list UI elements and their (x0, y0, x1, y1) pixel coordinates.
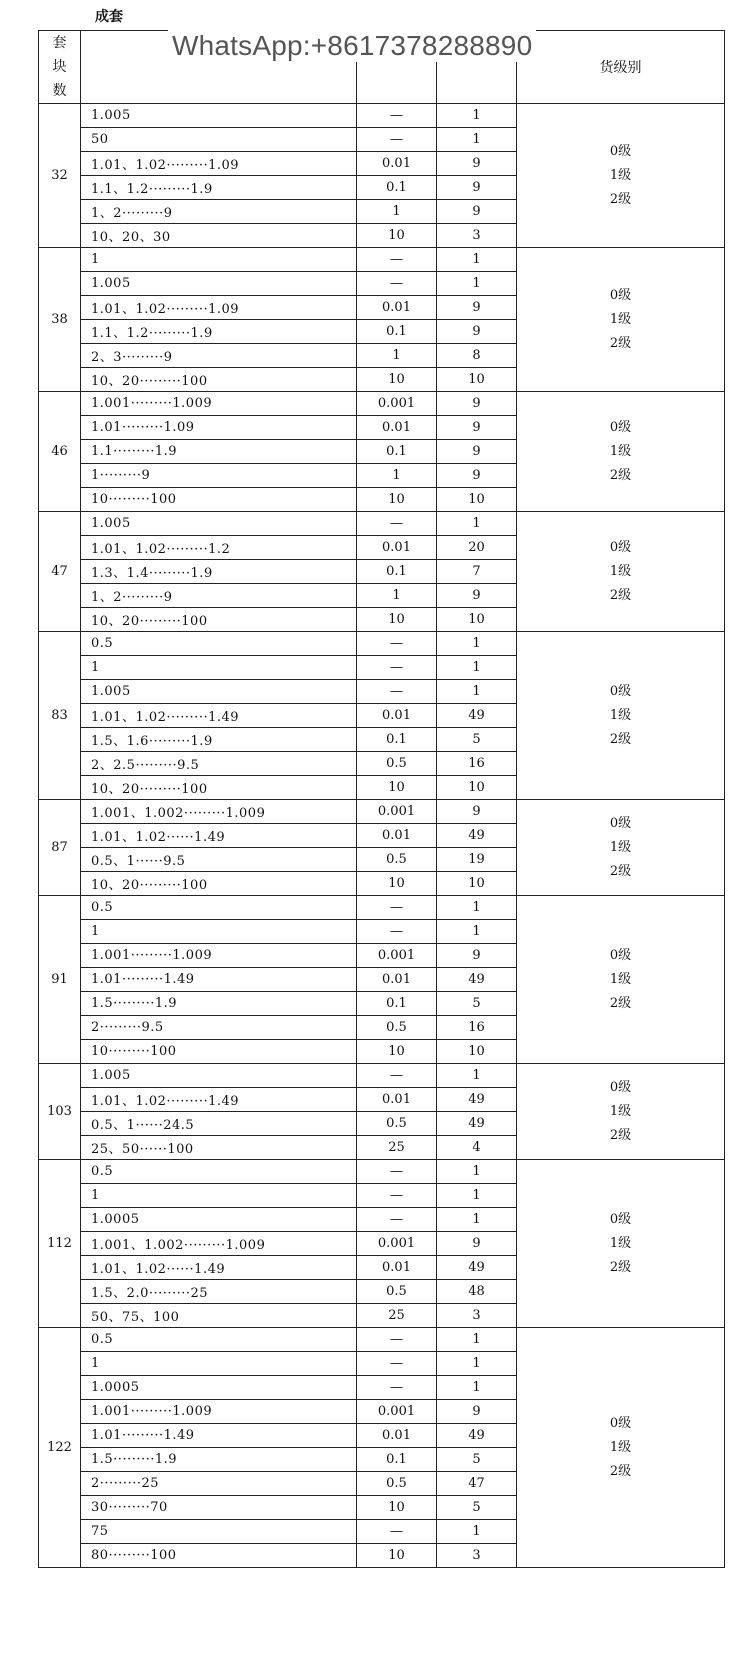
interval-cell: — (357, 104, 437, 128)
block-count-cell: 91 (39, 896, 81, 1064)
nominal-size-cell: 1.5·········1.9 (81, 992, 357, 1016)
quantity-cell: 10 (437, 368, 517, 392)
gauge-block-set-table (38, 30, 725, 1568)
nominal-size-cell: 1.001·········1.009 (81, 1400, 357, 1424)
nominal-size-cell: 1.005 (81, 512, 357, 536)
interval-cell: 0.01 (357, 416, 437, 440)
quantity-cell: 20 (437, 536, 517, 560)
nominal-size-cell: 1.1·········1.9 (81, 440, 357, 464)
block-count-cell: 122 (39, 1328, 81, 1568)
interval-cell: 0.001 (357, 392, 437, 416)
nominal-size-cell: 1.1、1.2·········1.9 (81, 320, 357, 344)
grade-label: 0级 (609, 419, 632, 435)
interval-cell: 10 (357, 872, 437, 896)
quantity-cell: 49 (437, 824, 517, 848)
block-count-cell: 38 (39, 248, 81, 392)
grade-label: 2级 (609, 863, 632, 879)
nominal-size-cell: 50、75、100 (81, 1304, 357, 1328)
table-row (39, 632, 725, 656)
nominal-size-cell: 1.005 (81, 104, 357, 128)
grade-label: 0级 (609, 143, 632, 159)
nominal-size-cell: 2·········9.5 (81, 1016, 357, 1040)
interval-cell: — (357, 896, 437, 920)
table-row (39, 800, 725, 824)
quantity-cell: 3 (437, 1544, 517, 1568)
nominal-size-cell: 30·········70 (81, 1496, 357, 1520)
interval-cell: — (357, 1352, 437, 1376)
table-row (39, 1328, 725, 1352)
quantity-cell: 1 (437, 104, 517, 128)
nominal-size-cell: 1·········9 (81, 464, 357, 488)
quantity-cell: 3 (437, 1304, 517, 1328)
grade-label: 1级 (609, 971, 632, 987)
interval-cell: 0.1 (357, 1448, 437, 1472)
quantity-cell: 10 (437, 1040, 517, 1064)
quantity-cell: 5 (437, 1496, 517, 1520)
table-body (39, 104, 725, 1568)
quantity-cell: 1 (437, 656, 517, 680)
interval-cell: — (357, 1520, 437, 1544)
table-row (39, 896, 725, 920)
interval-cell: 1 (357, 200, 437, 224)
table-row (39, 104, 725, 128)
nominal-size-cell: 1.01、1.02·········1.49 (81, 704, 357, 728)
interval-cell: — (357, 632, 437, 656)
nominal-size-cell: 2、2.5·········9.5 (81, 752, 357, 776)
interval-cell: 0.5 (357, 1280, 437, 1304)
nominal-size-cell: 1.5·········1.9 (81, 1448, 357, 1472)
accuracy-grade-cell (517, 512, 725, 632)
quantity-cell: 9 (437, 320, 517, 344)
interval-cell: 0.001 (357, 1400, 437, 1424)
quantity-cell: 49 (437, 1256, 517, 1280)
quantity-cell: 7 (437, 560, 517, 584)
grade-label: 1级 (609, 563, 632, 579)
nominal-size-cell: 1.001·········1.009 (81, 944, 357, 968)
quantity-cell: 1 (437, 680, 517, 704)
interval-cell: — (357, 680, 437, 704)
grade-label: 0级 (609, 815, 632, 831)
quantity-cell: 1 (437, 1328, 517, 1352)
nominal-size-cell: 50 (81, 128, 357, 152)
grade-label: 0级 (609, 683, 632, 699)
interval-cell: 10 (357, 224, 437, 248)
interval-cell: — (357, 1064, 437, 1088)
interval-cell: 25 (357, 1136, 437, 1160)
grade-label: 0级 (609, 1211, 632, 1227)
interval-cell: — (357, 272, 437, 296)
quantity-cell: 16 (437, 752, 517, 776)
nominal-size-cell: 1.01、1.02·········1.49 (81, 1088, 357, 1112)
interval-cell: 0.5 (357, 1112, 437, 1136)
nominal-size-cell: 1.1、1.2·········1.9 (81, 176, 357, 200)
nominal-size-cell: 1.005 (81, 272, 357, 296)
quantity-cell: 9 (437, 944, 517, 968)
nominal-size-cell: 1.005 (81, 680, 357, 704)
interval-cell: — (357, 656, 437, 680)
quantity-cell: 9 (437, 464, 517, 488)
interval-cell: 1 (357, 464, 437, 488)
nominal-size-cell: 10、20、30 (81, 224, 357, 248)
interval-cell: 0.5 (357, 848, 437, 872)
interval-cell: 0.1 (357, 176, 437, 200)
quantity-cell: 49 (437, 968, 517, 992)
nominal-size-cell: 1.01、1.02·········1.2 (81, 536, 357, 560)
grade-label: 1级 (609, 311, 632, 327)
quantity-cell: 9 (437, 1232, 517, 1256)
grade-label: 1级 (609, 1103, 632, 1119)
interval-cell: — (357, 248, 437, 272)
interval-cell: 0.001 (357, 944, 437, 968)
nominal-size-cell: 1.005 (81, 1064, 357, 1088)
interval-cell: 0.01 (357, 704, 437, 728)
table-row (39, 248, 725, 272)
quantity-cell: 1 (437, 272, 517, 296)
quantity-cell: 9 (437, 152, 517, 176)
nominal-size-cell: 1.01·········1.49 (81, 968, 357, 992)
table-row (39, 512, 725, 536)
quantity-cell: 9 (437, 440, 517, 464)
nominal-size-cell: 1 (81, 920, 357, 944)
nominal-size-cell: 1.001、1.002·········1.009 (81, 800, 357, 824)
grade-label: 0级 (609, 1079, 632, 1095)
nominal-size-cell: 1.3、1.4·········1.9 (81, 560, 357, 584)
nominal-size-cell: 0.5、1······24.5 (81, 1112, 357, 1136)
interval-cell: 1 (357, 344, 437, 368)
nominal-size-cell: 0.5、1······9.5 (81, 848, 357, 872)
interval-cell: 25 (357, 1304, 437, 1328)
grade-label: 2级 (609, 731, 632, 747)
grade-label: 2级 (609, 995, 632, 1011)
interval-cell: — (357, 1376, 437, 1400)
quantity-cell: 1 (437, 248, 517, 272)
quantity-cell: 5 (437, 992, 517, 1016)
table-row (39, 392, 725, 416)
quantity-cell: 1 (437, 128, 517, 152)
nominal-size-cell: 1.01·········1.09 (81, 416, 357, 440)
grade-label: 2级 (609, 191, 632, 207)
nominal-size-cell: 1 (81, 1184, 357, 1208)
quantity-cell: 9 (437, 296, 517, 320)
accuracy-grade-cell (517, 248, 725, 392)
nominal-size-cell: 1.0005 (81, 1208, 357, 1232)
nominal-size-cell: 10、20·········100 (81, 776, 357, 800)
quantity-cell: 10 (437, 872, 517, 896)
quantity-cell: 1 (437, 512, 517, 536)
block-count-cell: 103 (39, 1064, 81, 1160)
interval-cell: 0.01 (357, 1256, 437, 1280)
accuracy-grade-cell (517, 1328, 725, 1568)
header-accuracy-grade: 货级别 (517, 31, 725, 104)
accuracy-grade-cell (517, 104, 725, 248)
quantity-cell: 19 (437, 848, 517, 872)
grade-label: 2级 (609, 587, 632, 603)
nominal-size-cell: 1 (81, 1352, 357, 1376)
quantity-cell: 1 (437, 1208, 517, 1232)
quantity-cell: 49 (437, 1112, 517, 1136)
accuracy-grade-cell (517, 392, 725, 512)
interval-cell: — (357, 512, 437, 536)
interval-cell: 10 (357, 1496, 437, 1520)
quantity-cell: 1 (437, 1352, 517, 1376)
grade-label: 1级 (609, 167, 632, 183)
quantity-cell: 9 (437, 800, 517, 824)
grade-label: 0级 (609, 539, 632, 555)
nominal-size-cell: 2、3·········9 (81, 344, 357, 368)
quantity-cell: 4 (437, 1136, 517, 1160)
nominal-size-cell: 25、50······100 (81, 1136, 357, 1160)
nominal-size-cell: 2·········25 (81, 1472, 357, 1496)
quantity-cell: 5 (437, 728, 517, 752)
grade-label: 2级 (609, 1259, 632, 1275)
nominal-size-cell: 1.01·········1.49 (81, 1424, 357, 1448)
interval-cell: 10 (357, 488, 437, 512)
block-count-cell: 32 (39, 104, 81, 248)
document-title: 成套 (95, 9, 123, 25)
interval-cell: 0.5 (357, 752, 437, 776)
interval-cell: 0.1 (357, 992, 437, 1016)
quantity-cell: 9 (437, 200, 517, 224)
accuracy-grade-cell (517, 632, 725, 800)
quantity-cell: 1 (437, 632, 517, 656)
quantity-cell: 47 (437, 1472, 517, 1496)
nominal-size-cell: 1、2·········9 (81, 200, 357, 224)
accuracy-grade-cell (517, 1064, 725, 1160)
nominal-size-cell: 80·········100 (81, 1544, 357, 1568)
grade-label: 0级 (609, 287, 632, 303)
accuracy-grade-cell (517, 896, 725, 1064)
quantity-cell: 1 (437, 1064, 517, 1088)
quantity-cell: 10 (437, 488, 517, 512)
interval-cell: 1 (357, 584, 437, 608)
interval-cell: 0.1 (357, 320, 437, 344)
quantity-cell: 16 (437, 1016, 517, 1040)
nominal-size-cell: 10·········100 (81, 488, 357, 512)
grade-label: 1级 (609, 707, 632, 723)
nominal-size-cell: 75 (81, 1520, 357, 1544)
grade-label: 1级 (609, 1439, 632, 1455)
quantity-cell: 49 (437, 704, 517, 728)
interval-cell: — (357, 1328, 437, 1352)
nominal-size-cell: 1.01、1.02·········1.09 (81, 296, 357, 320)
quantity-cell: 9 (437, 416, 517, 440)
quantity-cell: 1 (437, 1520, 517, 1544)
quantity-cell: 10 (437, 776, 517, 800)
grade-label: 2级 (609, 467, 632, 483)
table-row (39, 1064, 725, 1088)
nominal-size-cell: 1.01、1.02······1.49 (81, 1256, 357, 1280)
nominal-size-cell: 1.001·········1.009 (81, 392, 357, 416)
interval-cell: 0.01 (357, 1424, 437, 1448)
grade-label: 2级 (609, 1463, 632, 1479)
interval-cell: 0.1 (357, 560, 437, 584)
interval-cell: 0.1 (357, 728, 437, 752)
nominal-size-cell: 0.5 (81, 1328, 357, 1352)
interval-cell: 0.01 (357, 152, 437, 176)
nominal-size-cell: 1.5、1.6·········1.9 (81, 728, 357, 752)
quantity-cell: 9 (437, 392, 517, 416)
interval-cell: 10 (357, 1544, 437, 1568)
grade-label: 2级 (609, 1127, 632, 1143)
interval-cell: — (357, 1160, 437, 1184)
interval-cell: 0.01 (357, 1088, 437, 1112)
block-count-cell: 87 (39, 800, 81, 896)
table-row (39, 1160, 725, 1184)
nominal-size-cell: 10、20·········100 (81, 872, 357, 896)
accuracy-grade-cell (517, 800, 725, 896)
interval-cell: 0.5 (357, 1472, 437, 1496)
quantity-cell: 1 (437, 1160, 517, 1184)
quantity-cell: 5 (437, 1448, 517, 1472)
grade-label: 1级 (609, 1235, 632, 1251)
accuracy-grade-cell (517, 1160, 725, 1328)
interval-cell: 0.5 (357, 1016, 437, 1040)
grade-label: 1级 (609, 839, 632, 855)
nominal-size-cell: 1 (81, 248, 357, 272)
interval-cell: — (357, 920, 437, 944)
block-count-cell: 46 (39, 392, 81, 512)
nominal-size-cell: 1.01、1.02······1.49 (81, 824, 357, 848)
grade-label: 0级 (609, 1415, 632, 1431)
interval-cell: 10 (357, 776, 437, 800)
grade-label: 2级 (609, 335, 632, 351)
interval-cell: — (357, 1208, 437, 1232)
nominal-size-cell: 1.5、2.0·········25 (81, 1280, 357, 1304)
nominal-size-cell: 1.01、1.02·········1.09 (81, 152, 357, 176)
nominal-size-cell: 0.5 (81, 632, 357, 656)
block-count-cell: 83 (39, 632, 81, 800)
nominal-size-cell: 10、20·········100 (81, 368, 357, 392)
quantity-cell: 1 (437, 920, 517, 944)
nominal-size-cell: 1.001、1.002·········1.009 (81, 1232, 357, 1256)
quantity-cell: 10 (437, 608, 517, 632)
quantity-cell: 9 (437, 584, 517, 608)
interval-cell: — (357, 128, 437, 152)
nominal-size-cell: 1 (81, 656, 357, 680)
quantity-cell: 3 (437, 224, 517, 248)
quantity-cell: 49 (437, 1088, 517, 1112)
quantity-cell: 1 (437, 1184, 517, 1208)
quantity-cell: 9 (437, 1400, 517, 1424)
nominal-size-cell: 1、2·········9 (81, 584, 357, 608)
interval-cell: 0.01 (357, 536, 437, 560)
watermark: WhatsApp:+8617378288890 (168, 30, 536, 62)
quantity-cell: 9 (437, 176, 517, 200)
quantity-cell: 1 (437, 1376, 517, 1400)
nominal-size-cell: 1.0005 (81, 1376, 357, 1400)
quantity-cell: 49 (437, 1424, 517, 1448)
nominal-size-cell: 10、20·········100 (81, 608, 357, 632)
interval-cell: 0.01 (357, 968, 437, 992)
quantity-cell: 48 (437, 1280, 517, 1304)
nominal-size-cell: 0.5 (81, 1160, 357, 1184)
quantity-cell: 1 (437, 896, 517, 920)
interval-cell: 0.1 (357, 440, 437, 464)
interval-cell: — (357, 1184, 437, 1208)
grade-label: 1级 (609, 443, 632, 459)
grade-label: 0级 (609, 947, 632, 963)
header-block-count: 套 块 数 (39, 31, 81, 104)
nominal-size-cell: 0.5 (81, 896, 357, 920)
interval-cell: 10 (357, 1040, 437, 1064)
block-count-cell: 47 (39, 512, 81, 632)
interval-cell: 0.01 (357, 296, 437, 320)
nominal-size-cell: 10·········100 (81, 1040, 357, 1064)
interval-cell: 0.001 (357, 800, 437, 824)
interval-cell: 0.001 (357, 1232, 437, 1256)
block-count-cell: 112 (39, 1160, 81, 1328)
interval-cell: 0.01 (357, 824, 437, 848)
interval-cell: 10 (357, 368, 437, 392)
interval-cell: 10 (357, 608, 437, 632)
quantity-cell: 8 (437, 344, 517, 368)
